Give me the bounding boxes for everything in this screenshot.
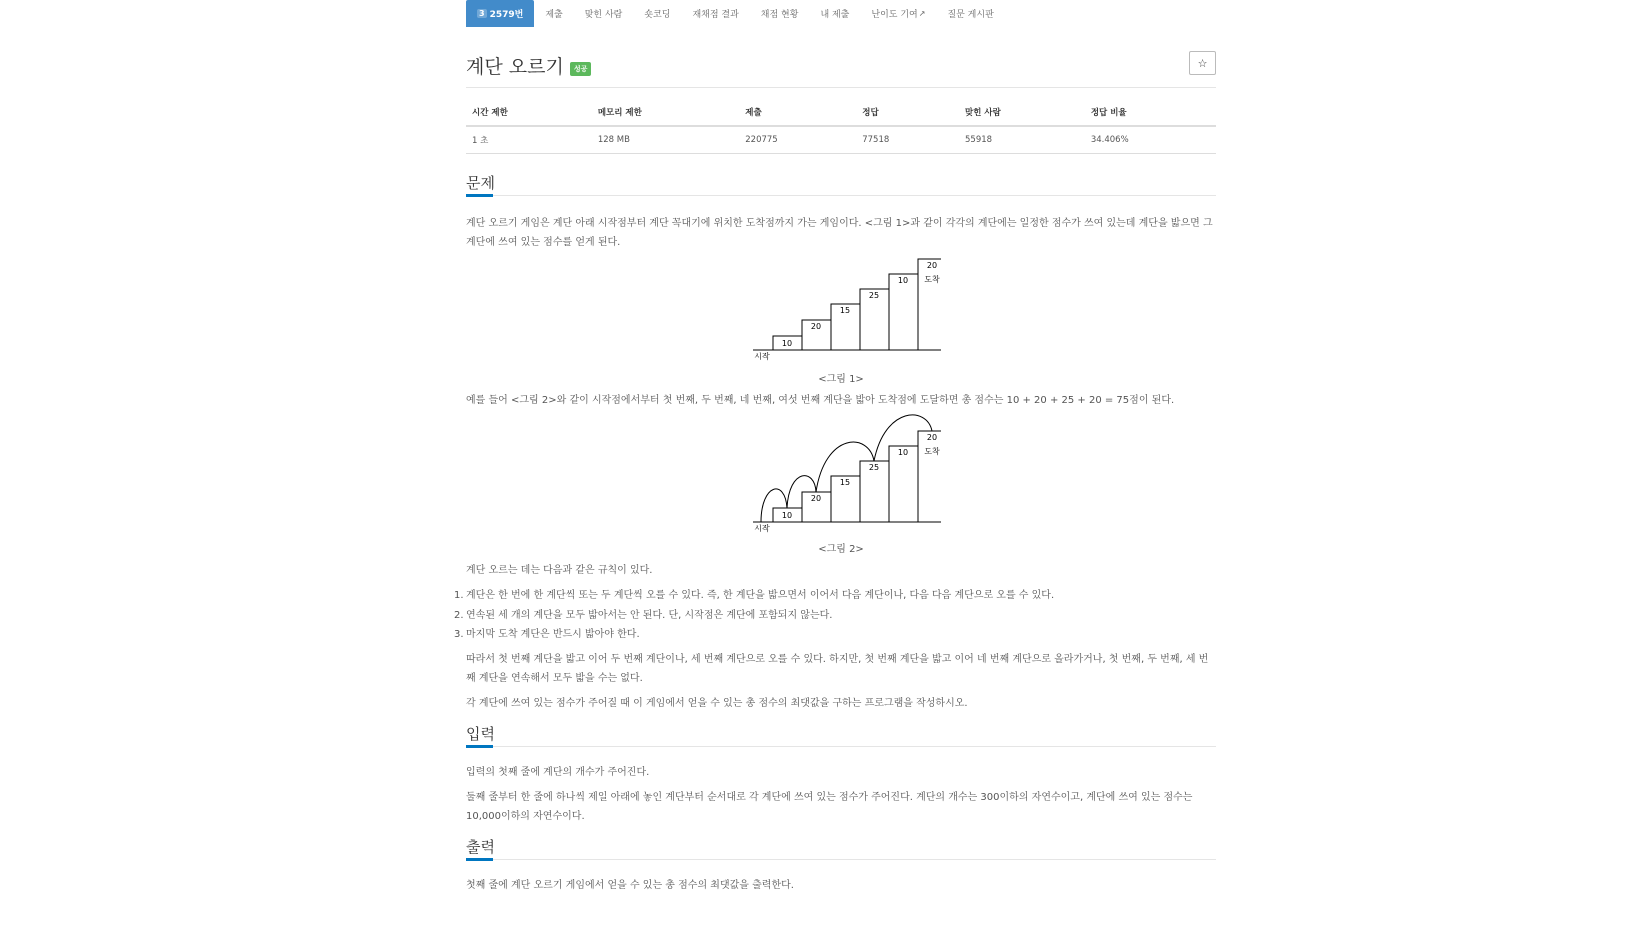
header-solved-users: 맞힌 사람 bbox=[959, 106, 1085, 126]
external-link-icon: ↗ bbox=[918, 9, 926, 18]
figure-2-caption: <그림 2> bbox=[818, 544, 864, 555]
tab-my-submissions-label: 내 제출 bbox=[820, 10, 850, 20]
problem-page bbox=[454, 0, 1216, 895]
problem-info-table bbox=[466, 106, 1216, 154]
tab-solved-users-label: 맞힌 사람 bbox=[584, 10, 623, 20]
value-time-limit: 1 초 bbox=[466, 126, 592, 154]
fig1-step-5: 10 bbox=[897, 276, 909, 285]
fig2-step-4: 25 bbox=[868, 463, 880, 472]
header-time-limit: 시간 제한 bbox=[466, 106, 592, 126]
header-accepted: 정답 bbox=[856, 106, 959, 126]
fig2-step-6: 20 bbox=[926, 433, 938, 442]
problem-intro: 계단 오르기 게임은 계단 아래 시작점부터 계단 꼭대기에 위치한 도착점까지 가는 게임이다. <그림 1>과 같이 각각의 계단에는 일정한 점수가 쓰여 있는데 계단을 밟으면 그 계단에 쓰여 있는 점수를 얻게 된다. bbox=[466, 218, 1213, 248]
heading-accent bbox=[466, 745, 493, 748]
tab-submit-label: 제출 bbox=[545, 10, 563, 20]
example-text: 예를 들어 <그림 2>와 같이 시작점에서부터 첫 번째, 두 번째, 네 번째, 여섯 번째 계단을 밟아 도착점에 도달하면 총 점수는 10 + 20 + 25 + 20 = 75점이 된다. bbox=[466, 395, 1175, 406]
heading-accent bbox=[466, 194, 493, 197]
tab-solved-users[interactable] bbox=[574, 0, 634, 27]
fig1-step-3: 15 bbox=[839, 306, 851, 315]
favorite-star-button[interactable] bbox=[1189, 51, 1216, 75]
fig1-step-2: 20 bbox=[810, 322, 822, 331]
section-input-heading bbox=[466, 723, 1216, 747]
fig2-step-5: 10 bbox=[897, 448, 909, 457]
tab-problem[interactable] bbox=[466, 0, 534, 27]
star-icon: ☆ bbox=[1197, 56, 1208, 70]
tab-short-coding[interactable] bbox=[633, 0, 681, 27]
fig2-step-2: 20 bbox=[810, 494, 822, 503]
rule-number: 3. bbox=[454, 629, 464, 640]
problem-heading-text: 문제 bbox=[466, 174, 495, 192]
fig1-step-6: 20 bbox=[926, 261, 938, 270]
task-text: 각 계단에 쓰여 있는 점수가 주어질 때 이 게임에서 얻을 수 있는 총 점수의 최댓값을 구하는 프로그램을 작성하시오. bbox=[466, 697, 968, 709]
value-memory-limit: 128 MB bbox=[592, 126, 739, 154]
rule-number: 2. bbox=[454, 609, 464, 621]
stairs-figure-2 bbox=[741, 412, 941, 534]
tab-submit[interactable] bbox=[534, 0, 573, 27]
value-accept-ratio: 34.406% bbox=[1085, 126, 1216, 154]
heading-accent bbox=[466, 858, 493, 861]
input-heading-text: 입력 bbox=[466, 724, 495, 743]
rule-text: 계단은 한 번에 한 계단씩 또는 두 계단씩 오를 수 있다. 즉, 한 계단을 밟으면서 이어서 다음 계단이나, 다음 다음 계단으로 오를 수 있다. bbox=[466, 590, 1055, 601]
title-divider bbox=[466, 87, 1216, 88]
therefore-text: 따라서 첫 번째 계단을 밟고 이어 두 번째 계단이나, 세 번째 계단으로 오를 수 있다. 하지만, 첫 번째 계단을 밟고 이어 네 번째 계단으로 올라가거나, 첫 번째, 두 번째, 세 번째 계단을 연속해서 모두 밟을 수는 없다. bbox=[466, 653, 1209, 684]
fig1-goal-label: 도착 bbox=[924, 275, 940, 284]
problem-title: 계단 오르기 bbox=[466, 55, 564, 78]
header-accept-ratio: 정답 비율 bbox=[1085, 106, 1216, 126]
header-memory-limit: 메모리 제한 bbox=[592, 106, 739, 126]
tab-short-coding-label: 숏코딩 bbox=[644, 10, 671, 20]
tab-judge-status[interactable] bbox=[750, 0, 810, 27]
rules-intro: 계단 오르는 데는 다음과 같은 규칙이 있다. bbox=[466, 565, 653, 576]
tab-judge-status-label: 채점 현황 bbox=[760, 10, 799, 20]
fig1-step-1: 10 bbox=[781, 339, 793, 348]
tab-my-submissions[interactable] bbox=[809, 0, 860, 27]
rule-number: 1. bbox=[454, 590, 464, 601]
heading-line bbox=[466, 859, 1216, 860]
input-text-2: 둘째 줄부터 한 줄에 하나씩 제일 아래에 놓인 계단부터 순서대로 각 계단에 쓰여 있는 점수가 주어진다. 계단의 개수는 300이하의 자연수이고, 계단에 쓰여 있는 점수는 10,000이하의 자연수이다. bbox=[466, 791, 1193, 822]
fig2-start-label: 시작 bbox=[754, 524, 770, 533]
value-solved-users: 55918 bbox=[959, 126, 1085, 154]
fig1-step-4: 25 bbox=[868, 291, 880, 300]
rules-list bbox=[454, 586, 1216, 645]
table-header-row bbox=[466, 106, 1216, 126]
problem-nav-tabs bbox=[466, 0, 1216, 27]
problem-number-badge: 3 bbox=[479, 9, 485, 18]
rule-text: 마지막 도착 계단은 반드시 밟아야 한다. bbox=[466, 629, 640, 640]
heading-line bbox=[466, 195, 1216, 196]
value-submissions: 220775 bbox=[739, 126, 856, 154]
problem-title-row bbox=[466, 53, 1216, 77]
input-text-1: 입력의 첫째 줄에 계단의 개수가 주어진다. bbox=[466, 766, 650, 778]
tab-problem-label: 2579번 bbox=[489, 10, 524, 20]
output-heading-text: 출력 bbox=[466, 837, 495, 856]
tab-rejudge-results-label: 재채점 결과 bbox=[692, 10, 739, 20]
list-item bbox=[454, 586, 1216, 606]
stairs-figure-1 bbox=[741, 258, 941, 362]
table-row bbox=[466, 126, 1216, 154]
tab-question-board[interactable] bbox=[936, 0, 1004, 27]
fig2-step-1: 10 bbox=[781, 511, 793, 520]
fig2-step-3: 15 bbox=[839, 478, 851, 487]
tab-difficulty-contribution[interactable] bbox=[860, 0, 936, 27]
heading-line bbox=[466, 746, 1216, 747]
list-item bbox=[454, 606, 1216, 626]
tab-difficulty-contribution-label: 난이도 기여 bbox=[871, 10, 918, 20]
fig1-start-label: 시작 bbox=[754, 352, 770, 361]
tab-question-board-label: 질문 게시판 bbox=[947, 10, 994, 20]
section-problem-heading bbox=[466, 172, 1216, 196]
list-item bbox=[454, 625, 1216, 645]
figure-1-caption: <그림 1> bbox=[818, 374, 864, 385]
fig2-goal-label: 도착 bbox=[924, 447, 940, 456]
status-badge: 성공 bbox=[570, 62, 592, 76]
section-output-heading bbox=[466, 836, 1216, 860]
tab-rejudge-results[interactable] bbox=[681, 0, 749, 27]
value-accepted: 77518 bbox=[856, 126, 959, 154]
output-text-1: 첫째 줄에 계단 오르기 게임에서 얻을 수 있는 총 점수의 최댓값을 출력한다. bbox=[466, 879, 794, 891]
rule-text: 연속된 세 개의 계단을 모두 밟아서는 안 된다. 단, 시작점은 계단에 포함되지 않는다. bbox=[466, 609, 833, 621]
header-submissions: 제출 bbox=[739, 106, 856, 126]
